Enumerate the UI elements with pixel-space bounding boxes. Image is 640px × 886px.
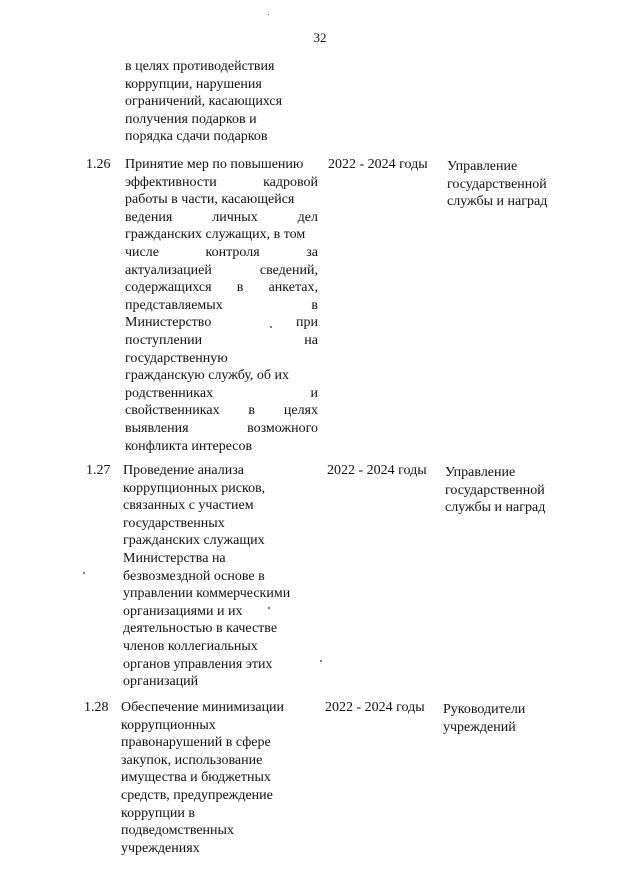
measure-word: родственниках bbox=[125, 385, 214, 401]
measure-word: анкетах, bbox=[268, 280, 318, 296]
measure-word: личных bbox=[212, 209, 258, 225]
responsible-line: государственной bbox=[445, 482, 545, 498]
measure-line: получения подарков и bbox=[125, 111, 257, 127]
measure-word: эффективности bbox=[125, 174, 217, 190]
measure-line: коррупционных bbox=[121, 717, 216, 733]
measure-line bbox=[125, 402, 318, 420]
measure-line bbox=[125, 420, 318, 438]
measure-line: коррупции в bbox=[121, 805, 195, 821]
measure-word: представляемых bbox=[125, 297, 223, 313]
measure-line: членов коллегиальных bbox=[123, 639, 258, 654]
measure-line: коррупции, нарушения bbox=[125, 76, 262, 92]
measure-line bbox=[125, 262, 318, 280]
row-number: 1.27 bbox=[86, 463, 111, 478]
scan-speck bbox=[268, 14, 269, 15]
measure-line bbox=[125, 385, 318, 403]
measure-line: порядка сдачи подарков bbox=[125, 129, 268, 145]
measure-line: коррупционных рисков, bbox=[123, 480, 266, 496]
measure-line: государственную bbox=[125, 350, 228, 366]
measure-word: ведения bbox=[125, 209, 173, 225]
measure-word: в bbox=[248, 403, 256, 419]
measure-line: управлении коммерческими bbox=[123, 586, 291, 602]
scan-speck bbox=[83, 572, 85, 574]
measure-line: Принятие мер по повышению bbox=[125, 157, 304, 172]
measure-line: Министерства на bbox=[123, 551, 226, 566]
measure-word: возможного bbox=[247, 421, 318, 436]
measure-line bbox=[125, 297, 318, 315]
measure-line: организациями и их bbox=[123, 603, 243, 619]
measure-line: средств, предупреждение bbox=[121, 788, 273, 803]
measure-line: закупок, использование bbox=[121, 752, 263, 768]
period-cell: 2022 - 2024 годы bbox=[325, 700, 425, 715]
responsible-line: службы и наград bbox=[447, 194, 548, 210]
responsible-line: учреждений bbox=[443, 719, 516, 735]
measure-line: Обеспечение минимизации bbox=[121, 700, 285, 715]
measure-line: гражданских служащих bbox=[123, 533, 265, 549]
measure-word: при bbox=[296, 315, 318, 331]
measure-line bbox=[125, 314, 318, 332]
measure-word: в bbox=[311, 297, 318, 313]
measure-line: организаций bbox=[123, 674, 199, 690]
measure-word: Министерство bbox=[125, 315, 212, 331]
measure-word: свойственниках bbox=[125, 403, 220, 419]
measure-word: содержащихся bbox=[125, 280, 212, 296]
measure-word: числе bbox=[125, 245, 159, 260]
measure-line: гражданскую службу, об их bbox=[125, 368, 290, 384]
measure-word: контроля bbox=[205, 245, 260, 260]
measure-line: органов управления этих bbox=[123, 656, 273, 672]
measure-line: связанных с участием bbox=[123, 498, 254, 514]
responsible-line: службы и наград bbox=[445, 500, 546, 516]
period-cell: 2022 - 2024 годы bbox=[327, 463, 427, 478]
scan-speck bbox=[268, 607, 270, 609]
period-cell: 2022 - 2024 годы bbox=[328, 157, 428, 172]
measure-line bbox=[125, 332, 318, 350]
measure-line: гражданских служащих, в том bbox=[125, 227, 306, 243]
row-number: 1.28 bbox=[84, 700, 109, 715]
measure-word: поступлении bbox=[125, 333, 203, 348]
measure-word: дел bbox=[297, 209, 318, 225]
row-number: 1.26 bbox=[86, 157, 111, 172]
measure-word: кадровой bbox=[263, 174, 318, 190]
measure-line: ограничений, касающихся bbox=[125, 94, 283, 110]
responsible-line: Руководители bbox=[443, 702, 526, 717]
measure-line: конфликта интересов bbox=[125, 438, 253, 454]
measure-line: работы в части, касающейся bbox=[125, 192, 295, 208]
measure-line: учреждениях bbox=[121, 840, 200, 856]
page-number: 32 bbox=[313, 30, 327, 45]
scan-speck bbox=[320, 660, 322, 662]
measure-line bbox=[125, 209, 318, 227]
responsible-line: государственной bbox=[447, 176, 547, 192]
measure-line: государственных bbox=[123, 515, 225, 531]
measure-word: в bbox=[236, 280, 244, 296]
measure-word: за bbox=[306, 245, 318, 260]
measure-line: подведомственных bbox=[121, 823, 234, 839]
measure-line: имущества и бюджетных bbox=[121, 770, 271, 786]
measure-line: Проведение анализа bbox=[123, 463, 244, 478]
scan-speck bbox=[270, 326, 272, 328]
measure-word: на bbox=[304, 333, 318, 348]
measure-line: правонарушений в сфере bbox=[121, 735, 271, 751]
measure-word: целях bbox=[283, 403, 318, 419]
measure-line bbox=[125, 174, 318, 192]
measure-word: сведений, bbox=[259, 262, 318, 278]
measure-line: деятельностью в качестве bbox=[123, 621, 278, 637]
measure-word: выявления bbox=[125, 421, 189, 436]
measure-word: актуализацией bbox=[125, 262, 212, 278]
responsible-line: Управление bbox=[445, 465, 516, 480]
responsible-line: Управление bbox=[447, 159, 518, 174]
measure-line bbox=[125, 244, 318, 262]
measure-line bbox=[125, 279, 318, 297]
measure-line: безвозмездной основе в bbox=[123, 568, 265, 584]
measure-line: в целях противодействия bbox=[125, 59, 275, 74]
measure-word: и bbox=[310, 385, 318, 401]
